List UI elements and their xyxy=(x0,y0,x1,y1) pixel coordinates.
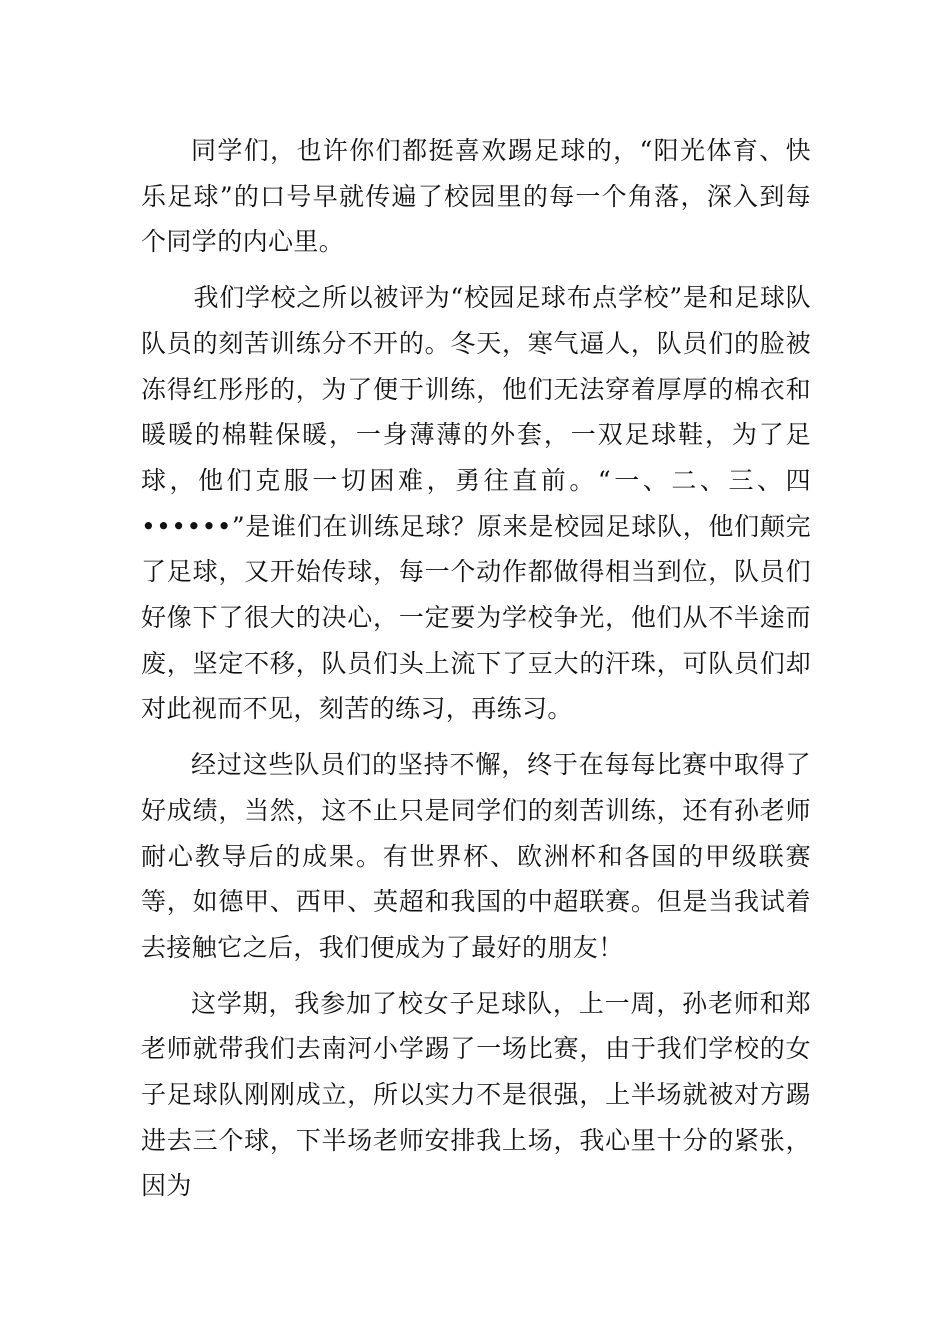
paragraph-3: 经过这些队员们的坚持不懈，终于在每每比赛中取得了好成绩，当然，这不止只是同学们的刻苦训练，还有孙老师耐心教导后的成果。有世界杯、欧洲杯和各国的甲级联赛等，如德甲、西甲、英超和我国的中超联赛。但是当我试着去接触它之后，我们便成为了最好的朋友！ xyxy=(141,750,811,962)
document-body xyxy=(141,128,811,1219)
paragraph-4: 这学期，我参加了校女子足球队，上一周，孙老师和郑老师就带我们去南河小学踢了一场比赛，由于我们学校的女子足球队刚刚成立，所以实力不是很强，上半场就被对方踢进去三个球，下半场老师安排我上场，我心里十分的紧张，因为 xyxy=(141,988,811,1201)
paragraph-2: 我们学校之所以被评为“校园足球布点学校”是和足球队队员的刻苦训练分不开的。冬天，寒气逼人，队员们的脸被冻得红彤彤的，为了便于训练，他们无法穿着厚厚的棉衣和暖暖的棉鞋保暖，一身薄薄的外套，一双足球鞋，为了足球，他们克服一切困难，勇往直前。“一、二、三、四••••••”是谁们在训练足球？原来是校园足球队，他们颠完了足球，又开始传球，每一个动作都做得相当到位，队员们好像下了很大的决心，一定要为学校争光，他们从不半途而废，坚定不移，队员们头上流下了豆大的汗珠，可队员们却对此视而不见，刻苦的练习，再练习。 xyxy=(141,283,811,724)
paragraph-1: 同学们，也许你们都挺喜欢踢足球的，“阳光体育、快乐足球”的口号早就传遍了校园里的每一个角落，深入到每个同学的内心里。 xyxy=(141,136,811,257)
